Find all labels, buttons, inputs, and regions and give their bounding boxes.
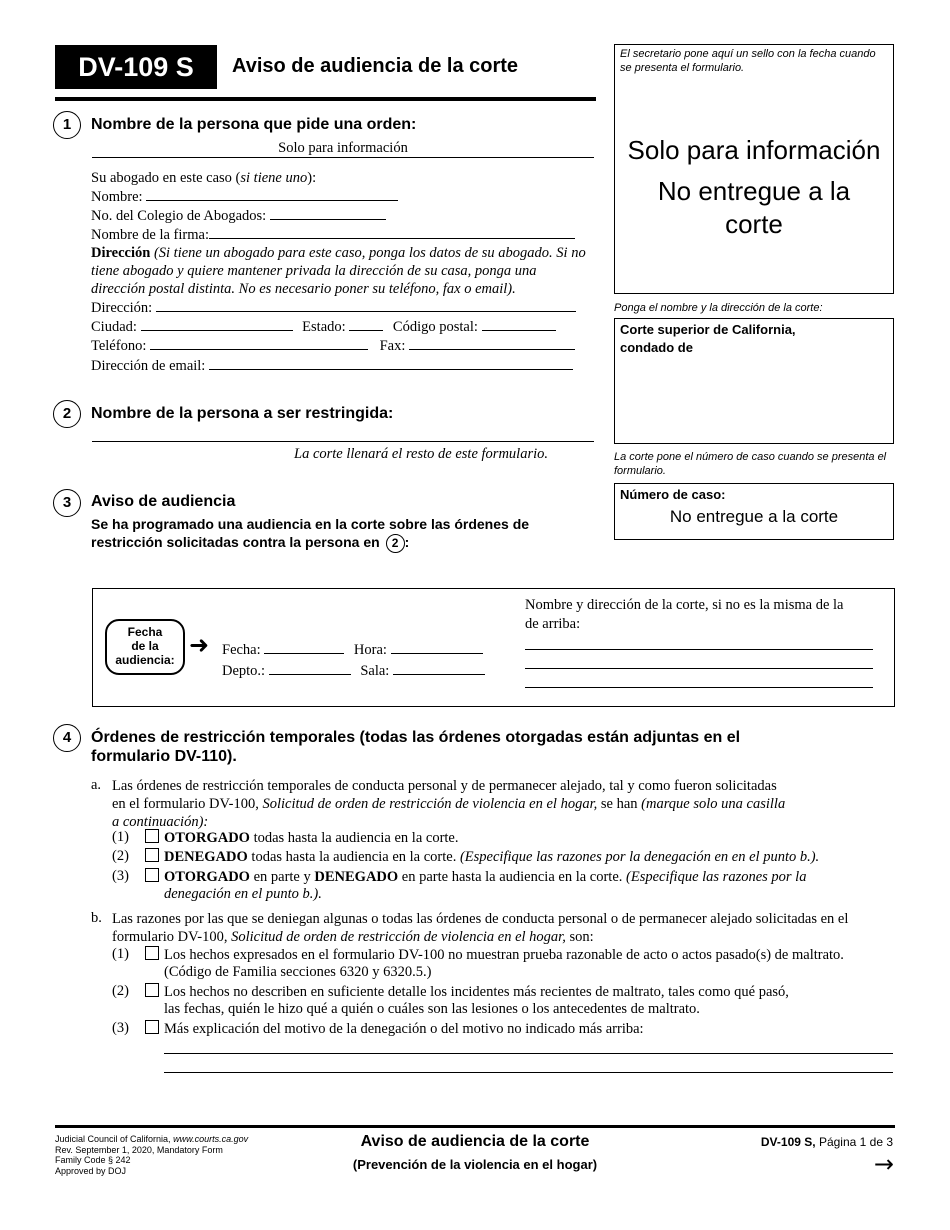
bar-number-row: No. del Colegio de Abogados:: [91, 207, 386, 225]
section-3-subtitle: Se ha programado una audiencia en la corte sobre las órdenes de restricción solicitadas contra la persona en 2 :: [91, 515, 529, 553]
item-a-text: Las órdenes de restricción temporales de conducta personal y de permanecer alejado, tal y como fueron solicitadas en el formulario DV-100, Solicitud de orden de restricción de violencia en el hogar, se han (marque solo una casilla a continuación):: [112, 778, 786, 830]
item-a-label: a.: [91, 777, 102, 793]
option-a3-checkbox[interactable]: [145, 868, 159, 882]
clerk-note: El secretario pone aquí un sello con la fecha cuando se presenta el formulario.: [620, 48, 876, 74]
state-input[interactable]: [349, 318, 383, 331]
option-a2-num: (2): [112, 848, 129, 864]
case-number-title: Número de caso:: [620, 487, 726, 502]
reason-b1-checkbox[interactable]: [145, 946, 159, 960]
reason-b2-num: (2): [112, 983, 129, 999]
footer-rule: [55, 1125, 895, 1128]
section-3-title: Aviso de audiencia: [91, 493, 236, 510]
email-input[interactable]: [209, 357, 573, 370]
option-a1-checkbox[interactable]: [145, 829, 159, 843]
reason-b2-checkbox[interactable]: [145, 983, 159, 997]
hearing-time-input[interactable]: [391, 641, 483, 654]
option-a2-checkbox[interactable]: [145, 848, 159, 862]
city-state-zip-row: Ciudad: Estado: Código postal:: [91, 318, 556, 336]
footer-title: Aviso de audiencia de la corte: [360, 1133, 590, 1150]
option-a3-num: (3): [112, 868, 129, 884]
clerk-stamp-box: [614, 44, 894, 294]
case-number-box[interactable]: [614, 483, 894, 540]
dept-room-row: Depto.: Sala:: [222, 662, 485, 680]
petitioner-name-field[interactable]: [92, 140, 594, 158]
zip-input[interactable]: [482, 318, 556, 331]
bar-number-input[interactable]: [270, 207, 386, 220]
hearing-date-badge: Fecha de la audiencia:: [105, 619, 185, 675]
reason-b3-line-2[interactable]: [164, 1072, 893, 1073]
option-a2: DENEGADO todas hasta la audiencia en la corte. (Especifique las razones por la denegación en en el punto b.).: [145, 848, 819, 866]
reason-b3-line-1[interactable]: [164, 1053, 893, 1054]
form-title: Aviso de audiencia de la corte: [232, 55, 519, 77]
hearing-box: [92, 588, 895, 707]
section-4-number: 4: [53, 724, 81, 752]
email-row: Dirección de email:: [91, 357, 573, 375]
reason-b1-num: (1): [112, 946, 129, 962]
lawyer-name-row: Nombre:: [91, 188, 398, 206]
court-name-box[interactable]: [614, 318, 894, 444]
reason-b1: Los hechos expresados en el formulario DV-100 no muestran prueba razonable de acto o actos pasado(s) de maltrato.: [145, 946, 844, 964]
court-box-label: Ponga el nombre y la dirección de la corte:: [614, 302, 823, 314]
section-2-number: 2: [53, 400, 81, 428]
hearing-dept-input[interactable]: [269, 662, 351, 675]
petitioner-name-value: Solo para información: [278, 140, 408, 156]
court-address-label: Nombre y dirección de la corte, si no es la misma de la de arriba:: [525, 597, 844, 632]
ref-2-circle: 2: [386, 534, 405, 553]
item-b-text: Las razones por las que se deniegan algunas o todas las órdenes de conducta personal o de permanecer alejado solicitadas en el formulario DV-100, Solicitud de orden de restricción de violencia en el hogar, son:: [112, 911, 849, 945]
court-fills-note: La corte llenará el resto de este formulario.: [294, 446, 548, 462]
badge-arrow-icon: ➜: [189, 631, 210, 659]
section-1-title: Nombre de la persona que pide una orden:: [91, 116, 417, 133]
reason-b3-num: (3): [112, 1020, 129, 1036]
footer-left: Judicial Council of California, www.courts.ca.gov Rev. September 1, 2020, Mandatory Form Family Code § 242 Approved by DOJ: [55, 1134, 249, 1176]
address-input[interactable]: [156, 299, 576, 312]
date-time-row: Fecha: Hora:: [222, 641, 483, 659]
reason-b2: Los hechos no describen en suficiente detalle los incidentes más recientes de maltrato, tales como qué pasó,: [145, 983, 789, 1001]
case-box-label: La corte pone el número de caso cuando se presenta el formulario.: [614, 451, 887, 477]
firm-name-input[interactable]: [209, 226, 575, 239]
reason-b3-checkbox[interactable]: [145, 1020, 159, 1034]
court-name-line2: condado de: [620, 340, 693, 355]
footer-page: DV-109 S, Página 1 de 3: [760, 1135, 893, 1149]
section-1-number: 1: [53, 111, 81, 139]
city-input[interactable]: [141, 318, 293, 331]
lawyer-intro: Su abogado en este caso (si tiene uno):: [91, 170, 317, 186]
hearing-date-input[interactable]: [264, 641, 344, 654]
option-a3-continued: denegación en el punto b.).: [164, 886, 322, 902]
option-a1: OTORGADO todas hasta la audiencia en la corte.: [145, 829, 459, 847]
option-a1-num: (1): [112, 829, 129, 845]
case-number-value: No entregue a la corte: [669, 507, 839, 526]
phone-fax-row: Teléfono: Fax:: [91, 337, 575, 355]
next-page-arrow-icon: →: [873, 1150, 894, 1178]
restrained-person-field[interactable]: [92, 424, 594, 442]
option-a3: OTORGADO en parte y DENEGADO en parte hasta la audiencia en la corte. (Especifique las razones por la: [145, 868, 806, 886]
phone-input[interactable]: [150, 337, 368, 350]
address-instructions: Dirección (Si tiene un abogado para este caso, ponga los datos de su abogado. Si no tiene abogado y quiere mantener privada la dirección de su casa, ponga una dirección postal distinta. No es necesario poner su teléfono, fax o email).: [91, 245, 586, 297]
lawyer-name-input[interactable]: [146, 188, 398, 201]
item-b-label: b.: [91, 910, 102, 926]
address-row: Dirección:: [91, 299, 576, 317]
reason-b1-continued: (Código de Familia secciones 6320 y 6320.5.): [164, 964, 432, 980]
court-address-line-1[interactable]: [525, 649, 873, 650]
court-address-line-3[interactable]: [525, 687, 873, 688]
reason-b2-continued: las fechas, quién le hizo qué a quién o cuáles son las lesiones o los antecedentes de maltrato.: [164, 1001, 700, 1017]
section-4-title: Órdenes de restricción temporales (todas las órdenes otorgadas están adjuntas en el formulario DV-110).: [91, 729, 741, 765]
watermark-do-not-file: No entregue a la corte: [657, 176, 851, 239]
header-rule: [55, 97, 596, 101]
section-2-title: Nombre de la persona a ser restringida:: [91, 405, 394, 422]
fax-input[interactable]: [409, 337, 575, 350]
court-address-line-2[interactable]: [525, 668, 873, 669]
reason-b3: Más explicación del motivo de la denegación o del motivo no indicado más arriba:: [145, 1020, 644, 1038]
hearing-room-input[interactable]: [393, 662, 485, 675]
footer-subtitle: (Prevención de la violencia en el hogar): [352, 1157, 598, 1172]
court-name-line1: Corte superior de California,: [620, 322, 796, 337]
section-3-number: 3: [53, 489, 81, 517]
form-id-badge: DV-109 S: [55, 45, 217, 89]
firm-name-row: Nombre de la firma:: [91, 226, 575, 244]
watermark-info: Solo para información: [627, 135, 881, 165]
